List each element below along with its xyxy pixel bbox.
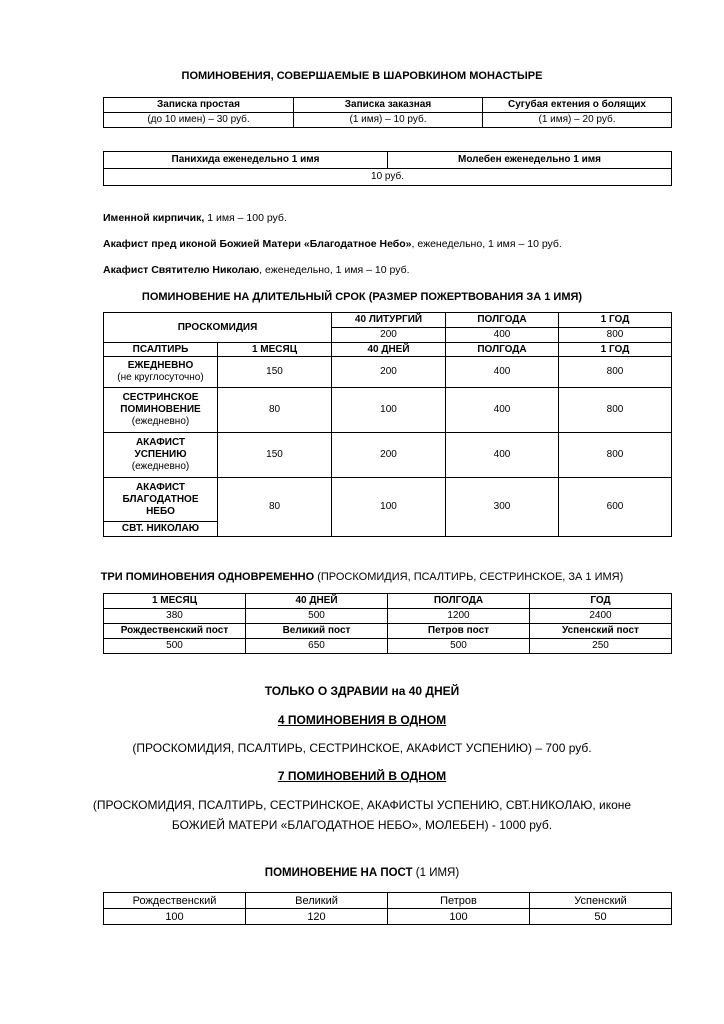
- akafist-nebo-value: 80: [218, 478, 332, 537]
- notes-value-ektenia: (1 имя) – 20 руб.: [483, 113, 672, 128]
- panihida-table: [103, 151, 672, 186]
- three-fast-value: 650: [246, 639, 388, 654]
- item-akafist-nikolai: Акафист Святителю Николаю, еженедельно, 1 имя – 10 руб.: [103, 264, 410, 276]
- long-term-title: ПОМИНОВЕНИЕ НА ДЛИТЕЛЬНЫЙ СРОК (РАЗМЕР ПОЖЕРТВОВАНИЯ ЗА 1 ИМЯ): [141, 291, 583, 303]
- notes-value-ordered: (1 имя) – 10 руб.: [294, 113, 483, 128]
- notes-value-simple: (до 10 имен) – 30 руб.: [104, 113, 294, 128]
- sestrinskoe-value: 100: [332, 388, 446, 433]
- health-title: ТОЛЬКО О ЗДРАВИИ на 40 ДНЕЙ: [264, 684, 460, 698]
- akafist-uspeniyu-value: 800: [559, 433, 672, 478]
- psaltir-label: ЕЖЕДНЕВНО (не круглосуточно): [104, 357, 218, 388]
- three-fast-head: Великий пост: [246, 624, 388, 639]
- notes-head-ektenia: Сугубая ектения о болящих: [483, 98, 672, 113]
- fast-table: [103, 892, 672, 925]
- akafist-uspeniyu-value: 150: [218, 433, 332, 478]
- head2-40: 40 ДНЕЙ: [332, 343, 446, 357]
- proskomidia-value-40: 200: [332, 328, 446, 343]
- notes-head-ordered: Записка заказная: [294, 98, 483, 113]
- four-text: (ПРОСКОМИДИЯ, ПСАЛТИРЬ, СЕСТРИНСКОЕ, АКАФИСТ УСПЕНИЮ) – 700 руб.: [132, 741, 592, 755]
- proskomidia-head-40: 40 ЛИТУРГИЙ: [332, 313, 446, 328]
- three-head: ПОЛГОДА: [388, 594, 530, 609]
- seven-title: 7 ПОМИНОВЕНИЙ В ОДНОМ: [277, 769, 447, 783]
- psaltir-line1: ПСАЛТИРЬ: [104, 343, 218, 357]
- head2-year: 1 ГОД: [559, 343, 672, 357]
- sestrinskoe-value: 800: [559, 388, 672, 433]
- page-title: ПОМИНОВЕНИЯ, СОВЕРШАЕМЫЕ В ШАРОВКИНОМ МОНАСТЫРЕ: [181, 70, 543, 82]
- three-table: [103, 593, 672, 654]
- akafist-uspeniyu-value: 200: [332, 433, 446, 478]
- fast-head: Рождественский: [104, 893, 246, 909]
- fast-head: Петров: [388, 893, 530, 909]
- akafist-nebo-label: АКАФИСТ БЛАГОДАТНОЕ НЕБО: [104, 478, 218, 522]
- psaltir-value: 200: [332, 357, 446, 388]
- three-head: 40 ДНЕЙ: [246, 594, 388, 609]
- long-term-table: [103, 312, 672, 537]
- sestrinskoe-label: СЕСТРИНСКОЕ ПОМИНОВЕНИЕ (ежедневно): [104, 388, 218, 433]
- notes-table: [103, 97, 672, 128]
- akafist-uspeniyu-label: АКАФИСТ УСПЕНИЮ (ежедневно): [104, 433, 218, 478]
- fast-head: Великий: [246, 893, 388, 909]
- three-value: 2400: [530, 609, 672, 624]
- proskomidia-value-year: 800: [559, 328, 672, 343]
- three-fast-value: 250: [530, 639, 672, 654]
- three-title: ТРИ ПОМИНОВЕНИЯ ОДНОВРЕМЕННО (ПРОСКОМИДИЯ, ПСАЛТИРЬ, СЕСТРИНСКОЕ, ЗА 1 ИМЯ): [100, 571, 624, 583]
- four-title: 4 ПОМИНОВЕНИЯ В ОДНОМ: [277, 713, 447, 727]
- three-fast-head: Петров пост: [388, 624, 530, 639]
- seven-text: (ПРОСКОМИДИЯ, ПСАЛТИРЬ, СЕСТРИНСКОЕ, АКАФИСТЫ УСПЕНИЮ, СВТ.НИКОЛАЮ, иконе БОЖИЕЙ МАТЕРИ «БЛАГОДАТНОЕ НЕБО», МОЛЕБЕН) - 1000 руб.: [92, 798, 632, 832]
- three-value: 1200: [388, 609, 530, 624]
- psaltir-value: 400: [446, 357, 559, 388]
- sestrinskoe-value: 400: [446, 388, 559, 433]
- three-head: ГОД: [530, 594, 672, 609]
- three-value: 500: [246, 609, 388, 624]
- three-fast-value: 500: [388, 639, 530, 654]
- akafist-nebo-value: 600: [559, 478, 672, 537]
- akafist-uspeniyu-value: 400: [446, 433, 559, 478]
- three-fast-head: Рождественский пост: [104, 624, 246, 639]
- proskomidia-head-half: ПОЛГОДА: [446, 313, 559, 328]
- item-kirpichik: Именной кирпичик, 1 имя – 100 руб.: [103, 212, 287, 224]
- three-fast-head: Успенский пост: [530, 624, 672, 639]
- fast-value: 100: [104, 909, 246, 925]
- three-value: 380: [104, 609, 246, 624]
- fast-title: ПОМИНОВЕНИЕ НА ПОСТ (1 ИМЯ): [264, 867, 460, 879]
- three-head: 1 МЕСЯЦ: [104, 594, 246, 609]
- fast-value: 50: [530, 909, 672, 925]
- proskomidia-head-year: 1 ГОД: [559, 313, 672, 328]
- psaltir-value: 800: [559, 357, 672, 388]
- akafist-nebo-value: 100: [332, 478, 446, 537]
- akafist-nebo-value: 300: [446, 478, 559, 537]
- fast-value: 120: [246, 909, 388, 925]
- sestrinskoe-value: 80: [218, 388, 332, 433]
- item-akafist-nebo: Акафист пред иконой Божией Матери «Благодатное Небо», еженедельно, 1 имя – 10 руб.: [103, 238, 562, 250]
- nikolai-label: СВТ. НИКОЛАЮ: [104, 522, 218, 537]
- notes-head-simple: Записка простая: [104, 98, 294, 113]
- fast-head: Успенский: [530, 893, 672, 909]
- fast-value: 100: [388, 909, 530, 925]
- proskomidia-value-half: 400: [446, 328, 559, 343]
- head2-month: 1 МЕСЯЦ: [218, 343, 332, 357]
- proskomidia-label: ПРОСКОМИДИЯ: [104, 313, 332, 343]
- psaltir-value: 150: [218, 357, 332, 388]
- panihida-price: 10 руб.: [104, 169, 672, 186]
- three-fast-value: 500: [104, 639, 246, 654]
- panihida-head: Панихида еженедельно 1 имя: [104, 152, 388, 169]
- moleben-head: Молебен еженедельно 1 имя: [388, 152, 672, 169]
- head2-half: ПОЛГОДА: [446, 343, 559, 357]
